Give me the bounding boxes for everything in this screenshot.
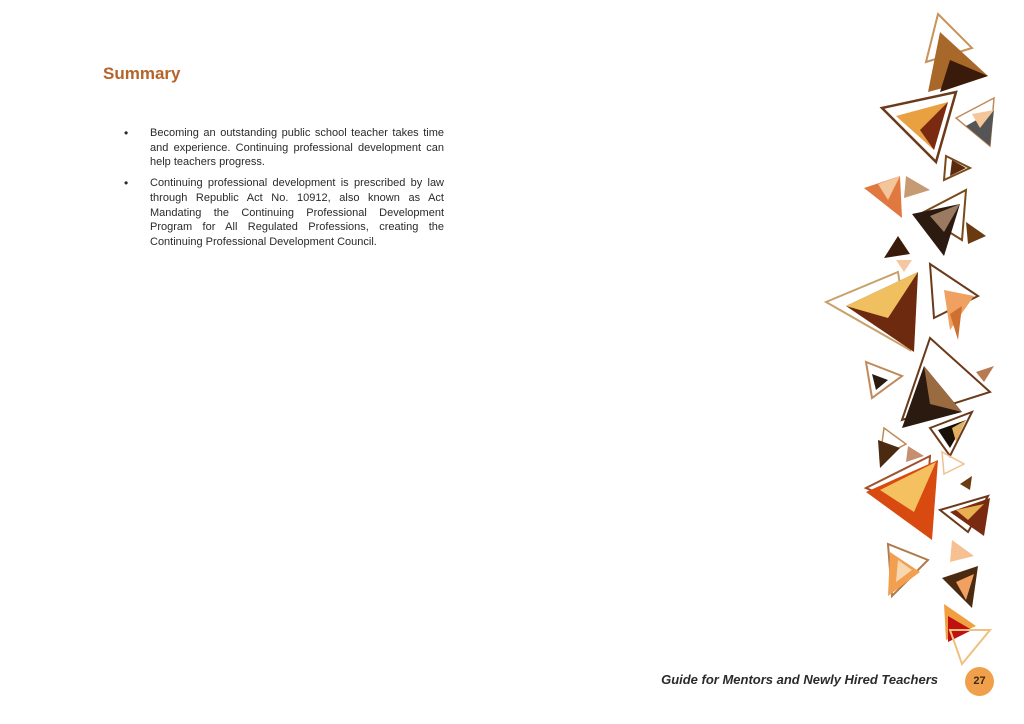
bullet-text: Becoming an outstanding public school teacher takes time and experience. Continuing professional development can help teachers progress. — [150, 127, 444, 169]
bullet-icon: • — [124, 176, 129, 191]
bullet-text: Continuing professional development is prescribed by law through Republic Act No. 10912, also known as Act Mandating the Continuing Professional Development Program for All Regulated Professions, creating the Continuing Professional Development Council. — [150, 177, 444, 248]
section-heading: Summary — [103, 64, 181, 83]
footer-title: Guide for Mentors and Newly Hired Teachers — [661, 672, 938, 687]
bullet-icon: • — [124, 126, 129, 140]
page-number-badge: 27 — [965, 667, 994, 696]
